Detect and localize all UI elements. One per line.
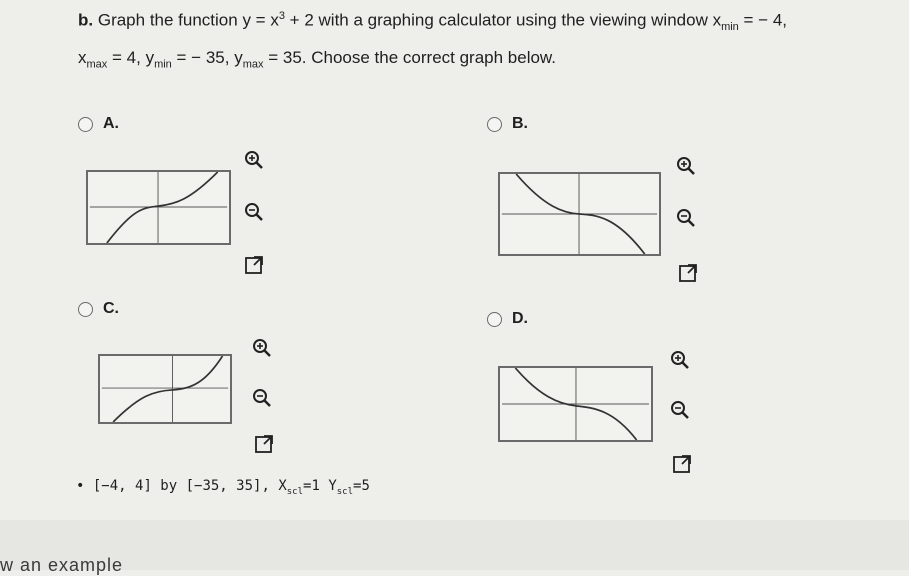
function-exponent: 3 xyxy=(278,10,285,22)
choice-d-label: D. xyxy=(512,310,528,327)
xmax-sub: max xyxy=(86,58,108,71)
function-rhs: + 2 xyxy=(284,10,314,30)
window-text: [−4, 4] by [−35, 35], xyxy=(92,478,270,494)
question-text: Graph the function xyxy=(97,10,238,30)
yscl-sub: scl xyxy=(336,486,354,497)
choice-a-graph-svg xyxy=(88,172,229,243)
question-tail: with a graphing calculator using the viewing window x xyxy=(313,10,722,30)
function-lhs: y = x xyxy=(242,10,279,30)
part-label: b. xyxy=(78,10,94,30)
choice-a-radio[interactable] xyxy=(78,117,93,132)
yscl-base: Y xyxy=(328,478,337,494)
expand-icon[interactable] xyxy=(242,253,266,277)
question-line-1 xyxy=(78,10,787,33)
question-line-2 xyxy=(78,48,556,70)
choice-c-graph-svg xyxy=(100,356,230,422)
expand-icon[interactable] xyxy=(676,261,700,285)
choice-d-graph-svg xyxy=(500,368,651,440)
choice-b-radio-row[interactable] xyxy=(487,115,528,133)
ymin-value: = − 35, xyxy=(171,48,230,67)
choice-c-radio-row[interactable] xyxy=(78,300,119,318)
bottom-band xyxy=(0,520,909,570)
zoom-out-icon[interactable] xyxy=(674,206,698,230)
choice-c-label: C. xyxy=(103,300,119,317)
choice-d-radio-row[interactable] xyxy=(487,310,528,328)
choice-d-radio[interactable] xyxy=(487,312,502,327)
xmax-base: x xyxy=(78,48,87,67)
xmax-value: = 4, xyxy=(107,48,141,67)
choice-a-graph[interactable] xyxy=(86,170,231,245)
zoom-out-icon[interactable] xyxy=(668,398,692,422)
choice-b-label: B. xyxy=(512,115,528,132)
choice-c-graph[interactable] xyxy=(98,354,232,424)
zoom-in-icon[interactable] xyxy=(674,154,698,178)
ymax-base: y xyxy=(234,48,243,67)
xscl-value: =1 xyxy=(303,478,320,494)
zoom-in-icon[interactable] xyxy=(242,148,266,172)
zoom-in-icon[interactable] xyxy=(250,336,274,360)
ymax-value: = 35. xyxy=(263,48,307,67)
choice-b-graph[interactable] xyxy=(498,172,661,256)
expand-icon[interactable] xyxy=(670,452,694,476)
expand-icon[interactable] xyxy=(252,432,276,456)
choice-b-radio[interactable] xyxy=(487,117,502,132)
yscl-value: =5 xyxy=(353,478,370,494)
choice-d-graph[interactable] xyxy=(498,366,653,442)
bullet: • xyxy=(76,478,85,494)
ymin-base: y xyxy=(145,48,155,67)
zoom-out-icon[interactable] xyxy=(250,386,274,410)
choice-a-radio-row[interactable] xyxy=(78,115,119,133)
xscl-base: X xyxy=(278,478,287,494)
zoom-in-icon[interactable] xyxy=(668,348,692,372)
ymax-sub: max xyxy=(242,58,264,71)
choice-b-graph-svg xyxy=(500,174,659,254)
bottom-partial-text: w an example xyxy=(0,555,124,575)
xscl-sub: scl xyxy=(286,486,304,497)
instruction-text: Choose the correct graph below. xyxy=(306,48,556,67)
choice-a-label: A. xyxy=(103,115,119,132)
zoom-out-icon[interactable] xyxy=(242,200,266,224)
ymin-sub: min xyxy=(154,58,172,71)
choice-c-radio[interactable] xyxy=(78,302,93,317)
curve xyxy=(113,356,222,422)
xmin-value: = − 4, xyxy=(738,10,788,30)
xmin-sub: min xyxy=(721,21,739,34)
viewing-window-note xyxy=(76,478,370,497)
